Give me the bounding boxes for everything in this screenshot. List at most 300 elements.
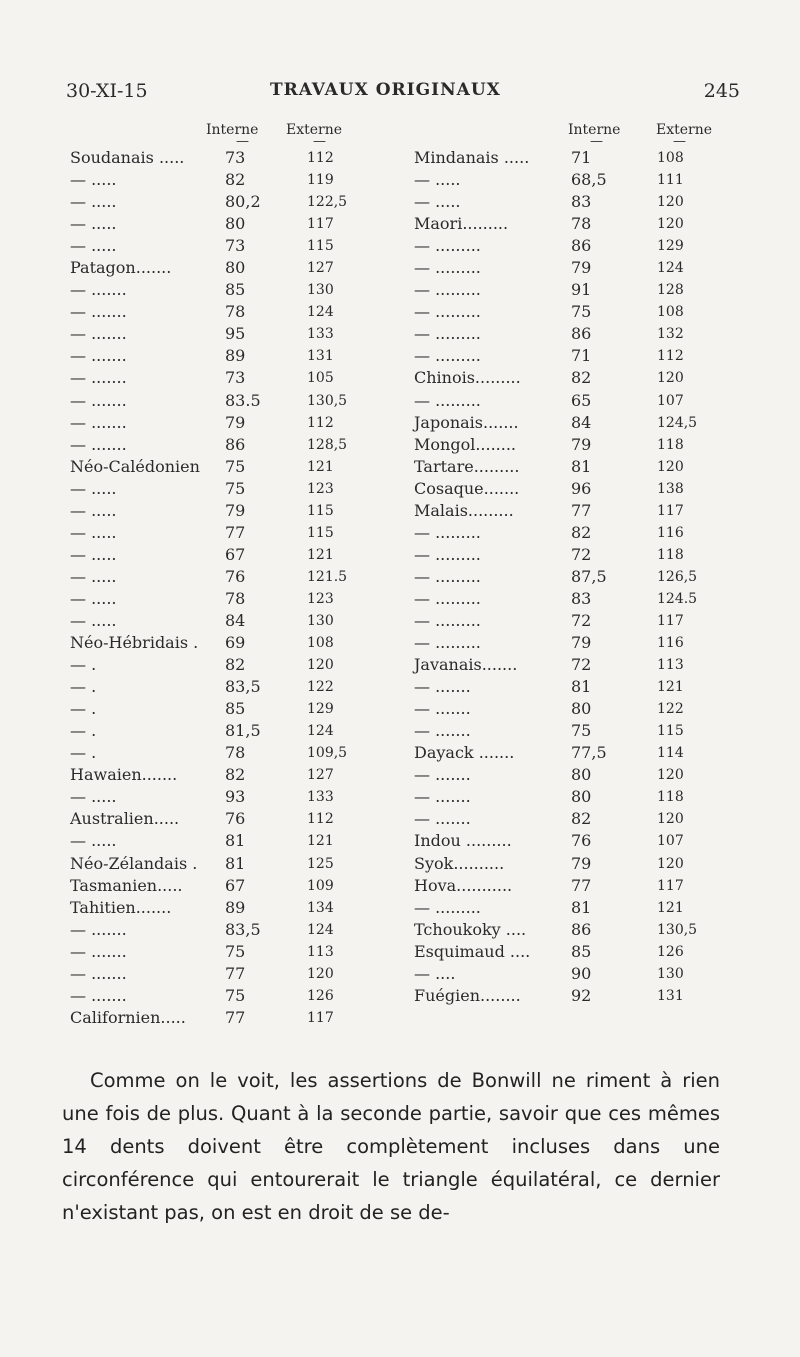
group-name: Japonais....... — [414, 412, 519, 432]
interne-value: 72 — [571, 544, 592, 564]
table-row — [414, 544, 754, 566]
externe-value: 117 — [657, 502, 684, 519]
table-row — [414, 941, 754, 963]
table-row — [414, 676, 754, 698]
externe-value: 126,5 — [657, 568, 698, 585]
table-row — [414, 301, 754, 323]
table-row — [70, 478, 390, 500]
group-name: — ....... — [414, 787, 471, 807]
interne-value: 80 — [571, 699, 592, 719]
right-externe-dash: — — [673, 134, 686, 149]
externe-value: 115 — [657, 723, 684, 740]
interne-value: 77 — [225, 1007, 246, 1027]
group-name: — ..... — [70, 831, 117, 851]
externe-value: 107 — [657, 833, 684, 850]
externe-value: 130,5 — [657, 921, 698, 938]
group-name: — ....... — [70, 280, 127, 300]
interne-value: 93 — [225, 787, 246, 807]
group-name: — ..... — [414, 192, 461, 212]
left-table — [70, 147, 390, 1029]
table-row — [414, 588, 754, 610]
group-name: Fuégien........ — [414, 985, 521, 1005]
group-name: — ....... — [70, 368, 127, 388]
right-table — [414, 147, 754, 1007]
table-row — [414, 279, 754, 301]
table-row — [414, 522, 754, 544]
interne-value: 73 — [225, 236, 246, 256]
group-name: — ....... — [414, 809, 471, 829]
externe-value: 126 — [657, 943, 684, 960]
table-row — [70, 786, 390, 808]
externe-value: 122 — [307, 679, 334, 696]
group-name: — ..... — [70, 787, 117, 807]
table-row — [70, 235, 390, 257]
interne-value: 75 — [225, 941, 246, 961]
group-name: Soudanais ..... — [70, 148, 185, 167]
right-interne-heading: Interne — [568, 122, 621, 138]
externe-value: 118 — [657, 436, 684, 453]
externe-value: 108 — [307, 635, 334, 652]
externe-value: 123 — [307, 590, 334, 607]
table-row — [414, 367, 754, 389]
group-name: — ....... — [70, 941, 127, 961]
interne-value: 95 — [225, 324, 246, 344]
externe-value: 113 — [307, 943, 334, 960]
group-name: — ....... — [70, 302, 127, 322]
table-row — [414, 632, 754, 654]
table-row — [70, 742, 390, 764]
group-name: — ....... — [414, 699, 471, 719]
externe-value: 125 — [307, 855, 334, 872]
externe-value: 107 — [657, 392, 684, 409]
interne-value: 75 — [571, 721, 592, 741]
externe-value: 108 — [657, 150, 684, 166]
table-row — [70, 566, 390, 588]
interne-value: 76 — [225, 809, 246, 829]
interne-value: 85 — [225, 280, 246, 300]
interne-value: 81 — [571, 677, 592, 697]
table-row — [414, 985, 754, 1007]
table-row — [414, 566, 754, 588]
table-row — [414, 191, 754, 213]
externe-value: 128 — [657, 282, 684, 299]
interne-value: 77 — [225, 522, 246, 542]
interne-value: 85 — [571, 941, 592, 961]
group-name: — ......... — [414, 390, 481, 410]
group-name: — ....... — [70, 346, 127, 366]
group-name: — ......... — [414, 633, 481, 653]
table-row — [70, 808, 390, 830]
externe-value: 120 — [657, 855, 684, 872]
table-row — [70, 323, 390, 345]
table-row — [414, 963, 754, 985]
group-name: — ....... — [70, 412, 127, 432]
table-row — [70, 919, 390, 941]
table-row — [70, 698, 390, 720]
interne-value: 73 — [225, 368, 246, 388]
interne-value: 81 — [571, 456, 592, 476]
interne-value: 80 — [225, 258, 246, 278]
externe-value: 116 — [657, 524, 684, 541]
group-name: — ..... — [70, 192, 117, 212]
group-name: Hova........... — [414, 875, 513, 895]
table-row — [70, 522, 390, 544]
table-row — [70, 632, 390, 654]
table-row — [70, 147, 390, 169]
interne-value: 71 — [571, 346, 592, 366]
interne-value: 72 — [571, 610, 592, 630]
group-name: — ..... — [70, 522, 117, 542]
externe-value: 124,5 — [657, 414, 698, 431]
externe-value: 121.5 — [307, 568, 348, 585]
externe-value: 116 — [657, 635, 684, 652]
left-interne-dash: — — [236, 134, 249, 149]
group-name: — ....... — [70, 919, 127, 939]
table-row — [70, 345, 390, 367]
externe-value: 120 — [657, 767, 684, 784]
table-row — [414, 412, 754, 434]
page-number: 245 — [703, 80, 740, 102]
left-externe-dash: — — [313, 134, 326, 149]
interne-value: 68,5 — [571, 170, 607, 190]
interne-value: 79 — [571, 434, 592, 454]
table-row — [70, 853, 390, 875]
table-row — [70, 301, 390, 323]
interne-value: 80 — [225, 214, 246, 234]
group-name: — ..... — [70, 236, 117, 256]
table-row — [414, 323, 754, 345]
table-row — [414, 169, 754, 191]
group-name: Tchoukoky .... — [414, 919, 527, 939]
table-row — [414, 830, 754, 852]
externe-value: 124 — [307, 304, 334, 321]
externe-value: 115 — [307, 238, 334, 255]
table-row — [70, 169, 390, 191]
group-name: Javanais....... — [414, 655, 518, 675]
externe-value: 118 — [657, 789, 684, 806]
externe-value: 112 — [657, 348, 684, 365]
group-name: Esquimaud .... — [414, 941, 531, 961]
group-name: — ....... — [70, 434, 127, 454]
group-name: — ......... — [414, 302, 481, 322]
table-row — [414, 808, 754, 830]
table-row — [70, 390, 390, 412]
group-name: Néo-Zélandais . — [70, 853, 198, 873]
externe-value: 124 — [307, 921, 334, 938]
group-name: Hawaien....... — [70, 765, 178, 785]
interne-value: 84 — [571, 412, 592, 432]
table-row — [70, 279, 390, 301]
interne-value: 77 — [571, 500, 592, 520]
group-name: — . — [70, 655, 97, 675]
table-row — [70, 544, 390, 566]
externe-value: 121 — [307, 833, 334, 850]
externe-value: 121 — [307, 546, 334, 563]
interne-value: 82 — [225, 765, 246, 785]
interne-value: 79 — [571, 853, 592, 873]
interne-value: 80,2 — [225, 192, 261, 212]
table-row — [70, 985, 390, 1007]
interne-value: 87,5 — [571, 566, 607, 586]
interne-value: 83,5 — [225, 919, 261, 939]
interne-value: 84 — [225, 610, 246, 630]
group-name: — ......... — [414, 610, 481, 630]
group-name: Dayack ....... — [414, 743, 515, 763]
interne-value: 83,5 — [225, 677, 261, 697]
group-name: Indou ......... — [414, 831, 512, 851]
group-name: — ..... — [70, 478, 117, 498]
paragraph: Comme on le voit, les assertions de Bonwill ne riment à rien une fois de plus. Quant à la seconde partie, savoir que ces mêmes 14 dents doivent être complètement incluses dans une circonférence qui entourerait le triangle équilatéral, ce dernier n'existant pas, on est en droit de se de- — [62, 1069, 720, 1224]
externe-value: 112 — [307, 150, 334, 166]
right-externe-heading: Externe — [656, 122, 713, 138]
group-name: — ....... — [70, 390, 127, 410]
group-name: — ..... — [70, 544, 117, 564]
group-name: — ......... — [414, 566, 481, 586]
table-row — [414, 500, 754, 522]
externe-value: 119 — [307, 172, 334, 189]
interne-value: 80 — [571, 787, 592, 807]
interne-value: 78 — [225, 743, 246, 763]
table-row — [70, 963, 390, 985]
externe-value: 128,5 — [307, 436, 348, 453]
group-name: — ..... — [70, 500, 117, 520]
group-name: — . — [70, 699, 97, 719]
interne-value: 83.5 — [225, 390, 261, 410]
interne-value: 81,5 — [225, 721, 261, 741]
externe-value: 111 — [657, 172, 684, 189]
left-interne-heading: Interne — [206, 122, 259, 138]
interne-value: 79 — [225, 412, 246, 432]
externe-value: 122,5 — [307, 194, 348, 211]
interne-value: 80 — [571, 765, 592, 785]
interne-value: 82 — [571, 368, 592, 388]
table-row — [70, 830, 390, 852]
group-name: — ..... — [70, 610, 117, 630]
interne-value: 78 — [225, 302, 246, 322]
externe-value: 130 — [307, 612, 334, 629]
group-name: — ..... — [414, 170, 461, 190]
group-name: Mindanais ..... — [414, 148, 530, 167]
table-row — [414, 235, 754, 257]
table-row — [414, 875, 754, 897]
interne-value: 79 — [571, 633, 592, 653]
externe-value: 131 — [657, 987, 684, 1004]
externe-value: 127 — [307, 767, 334, 784]
group-name: — . — [70, 743, 97, 763]
group-name: — ..... — [70, 170, 117, 190]
interne-value: 81 — [571, 897, 592, 917]
externe-value: 120 — [657, 216, 684, 233]
table-row — [414, 213, 754, 235]
interne-value: 77,5 — [571, 743, 607, 763]
group-name: Malais......... — [414, 500, 514, 520]
externe-value: 130,5 — [307, 392, 348, 409]
left-externe-heading: Externe — [286, 122, 343, 138]
interne-value: 82 — [225, 655, 246, 675]
table-row — [414, 853, 754, 875]
externe-value: 120 — [657, 194, 684, 211]
interne-value: 96 — [571, 478, 592, 498]
body-text — [62, 1064, 720, 1229]
externe-value: 124 — [307, 723, 334, 740]
group-name: — ..... — [70, 566, 117, 586]
group-name: — . — [70, 721, 97, 741]
header-title: TRAVAUX ORIGINAUX — [270, 80, 501, 100]
interne-value: 69 — [225, 633, 246, 653]
interne-value: 90 — [571, 963, 592, 983]
table-row — [70, 412, 390, 434]
interne-value: 81 — [225, 831, 246, 851]
interne-value: 67 — [225, 544, 246, 564]
interne-value: 72 — [571, 655, 592, 675]
table-row — [414, 610, 754, 632]
interne-value: 77 — [225, 963, 246, 983]
interne-value: 86 — [571, 236, 592, 256]
externe-value: 130 — [307, 282, 334, 299]
table-row — [70, 764, 390, 786]
group-name: Australien..... — [70, 809, 180, 829]
group-name: — ......... — [414, 236, 481, 256]
table-row — [70, 720, 390, 742]
interne-value: 76 — [571, 831, 592, 851]
group-name: Tasmanien..... — [70, 875, 183, 895]
interne-value: 86 — [571, 324, 592, 344]
table-row — [70, 875, 390, 897]
table-row — [70, 456, 390, 478]
externe-value: 112 — [307, 414, 334, 431]
externe-value: 121 — [657, 899, 684, 916]
group-name: Cosaque....... — [414, 478, 520, 498]
interne-value: 79 — [571, 258, 592, 278]
interne-value: 82 — [571, 522, 592, 542]
group-name: — ....... — [70, 324, 127, 344]
externe-value: 120 — [307, 657, 334, 674]
group-name: — ......... — [414, 897, 481, 917]
interne-value: 67 — [225, 875, 246, 895]
interne-value: 65 — [571, 390, 592, 410]
group-name: — ....... — [414, 677, 471, 697]
table-row — [414, 720, 754, 742]
group-name: — ......... — [414, 522, 481, 542]
group-name: — ....... — [414, 765, 471, 785]
group-name: — . — [70, 677, 97, 697]
table-row — [414, 257, 754, 279]
externe-value: 133 — [307, 789, 334, 806]
table-row — [70, 1007, 390, 1029]
externe-value: 129 — [307, 701, 334, 718]
interne-value: 83 — [571, 588, 592, 608]
externe-value: 129 — [657, 238, 684, 255]
group-name: Mongol........ — [414, 434, 516, 454]
group-name: — .... — [414, 963, 456, 983]
interne-value: 75 — [225, 478, 246, 498]
group-name: — ..... — [70, 214, 117, 234]
table-row — [414, 764, 754, 786]
externe-value: 108 — [657, 304, 684, 321]
table-row — [414, 345, 754, 367]
group-name: Chinois......... — [414, 368, 521, 388]
table-row — [70, 588, 390, 610]
interne-value: 75 — [571, 302, 592, 322]
interne-value: 83 — [571, 192, 592, 212]
externe-value: 117 — [307, 216, 334, 233]
interne-value: 81 — [225, 853, 246, 873]
interne-value: 75 — [225, 456, 246, 476]
interne-value: 86 — [571, 919, 592, 939]
externe-value: 117 — [657, 877, 684, 894]
table-row — [70, 676, 390, 698]
table-row — [70, 257, 390, 279]
interne-value: 86 — [225, 434, 246, 454]
table-row — [70, 654, 390, 676]
table-row — [414, 390, 754, 412]
group-name: Tahitien....... — [70, 897, 172, 917]
externe-value: 124.5 — [657, 590, 698, 607]
interne-value: 78 — [571, 214, 592, 234]
group-name: — ......... — [414, 258, 481, 278]
group-name: Maori......... — [414, 214, 509, 234]
table-row — [414, 919, 754, 941]
group-name: — ......... — [414, 544, 481, 564]
interne-value: 71 — [571, 148, 592, 167]
externe-value: 122 — [657, 701, 684, 718]
table-row — [70, 500, 390, 522]
interne-value: 89 — [225, 897, 246, 917]
group-name: — ..... — [70, 588, 117, 608]
externe-value: 130 — [657, 965, 684, 982]
group-name: Néo-Hébridais . — [70, 633, 199, 653]
externe-value: 114 — [657, 745, 684, 762]
table-row — [414, 654, 754, 676]
table-row — [70, 367, 390, 389]
group-name: Tartare......... — [414, 456, 520, 476]
interne-value: 79 — [225, 500, 246, 520]
interne-value: 77 — [571, 875, 592, 895]
externe-value: 132 — [657, 326, 684, 343]
externe-value: 117 — [657, 612, 684, 629]
externe-value: 118 — [657, 546, 684, 563]
table-row — [414, 786, 754, 808]
externe-value: 117 — [307, 1009, 334, 1026]
externe-value: 134 — [307, 899, 334, 916]
group-name: Syok.......... — [414, 853, 505, 873]
externe-value: 138 — [657, 480, 684, 497]
table-row — [70, 941, 390, 963]
interne-value: 78 — [225, 588, 246, 608]
interne-value: 91 — [571, 280, 592, 300]
table-row — [70, 610, 390, 632]
externe-value: 115 — [307, 502, 334, 519]
externe-value: 109 — [307, 877, 334, 894]
group-name: — ......... — [414, 324, 481, 344]
table-row — [70, 897, 390, 919]
interne-value: 92 — [571, 985, 592, 1005]
group-name: Néo-Calédonien — [70, 456, 200, 476]
right-interne-dash: — — [590, 134, 603, 149]
externe-value: 120 — [307, 965, 334, 982]
group-name: — ....... — [70, 963, 127, 983]
externe-value: 105 — [307, 370, 334, 387]
table-row — [70, 213, 390, 235]
header-date: 30-XI-15 — [66, 80, 148, 102]
externe-value: 120 — [657, 458, 684, 475]
externe-value: 124 — [657, 260, 684, 277]
group-name: Californien..... — [70, 1007, 186, 1027]
table-row — [414, 897, 754, 919]
externe-value: 121 — [307, 458, 334, 475]
group-name: — ......... — [414, 346, 481, 366]
group-name: — ......... — [414, 280, 481, 300]
